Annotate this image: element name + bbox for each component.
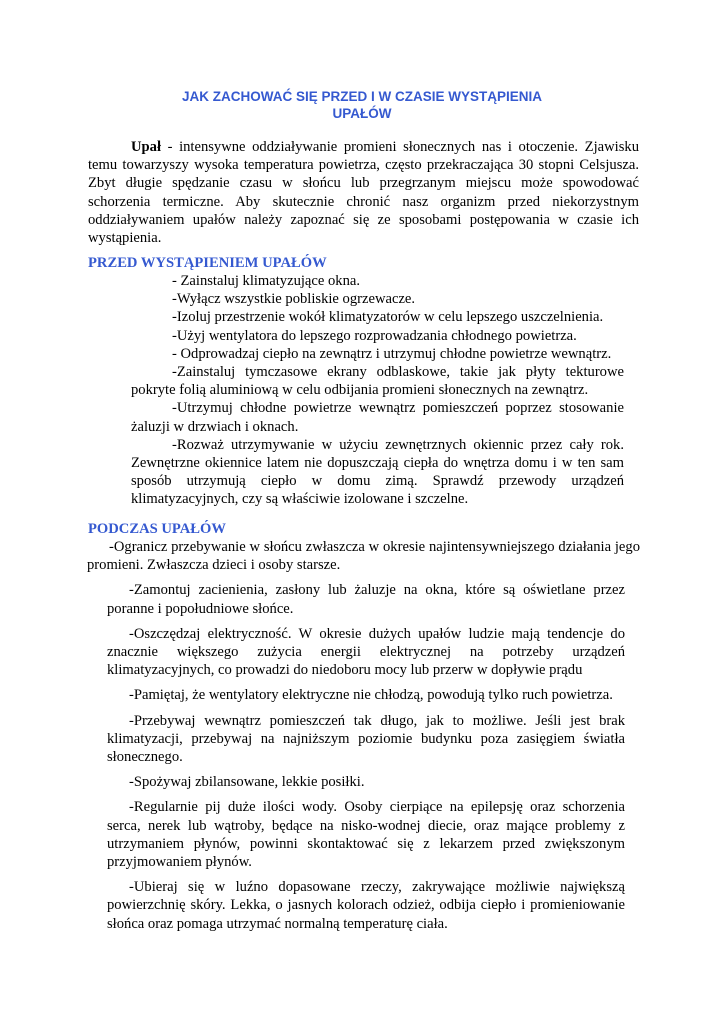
intro-term: Upał (131, 139, 162, 155)
list-before-heat (131, 272, 624, 509)
list-item: -Zainstaluj tymczasowe ekrany odblaskowe, takie jak płyty tekturowe pokryte folią aluminiową w celu odbijania promieni słonecznych na zewnątrz. (131, 364, 624, 399)
list-item: -Izoluj przestrzenie wokół klimatyzatorów w celu lepszego uszczelnienia. (172, 309, 604, 326)
list-item: -Ogranicz przebywanie w słońcu zwłaszcza w okresie najintensywniejszego działania jego promieni. Zwłaszcza dzieci i osoby starsze. (87, 539, 640, 574)
list-item: - Odprowadzaj ciepło na zewnątrz i utrzymuj chłodne powietrze wewnątrz. (172, 345, 612, 362)
list-item: -Utrzymuj chłodne powietrze wewnątrz pomieszczeń poprzez stosowanie żaluzji w drzwiach i oknach. (131, 400, 624, 435)
list-item: -Pamiętaj, że wentylatory elektryczne nie chłodzą, powodują tylko ruch powietrza. (129, 687, 613, 704)
title-line-1: JAK ZACHOWAĆ SIĘ PRZED I W CZASIE WYSTĄPIENIA (181, 89, 543, 104)
list-item: -Użyj wentylatora do lepszego rozprowadzania chłodnego powietrza. (172, 327, 577, 344)
list-item: -Zamontuj zacienienia, zasłony lub żaluzje na okna, które są oświetlane przez poranne i popołudniowe słońce. (107, 582, 625, 617)
document-title (0, 88, 724, 122)
list-item: -Oszczędzaj elektryczność. W okresie dużych upałów ludzie mają tendencje do znacznie większego zużycia energii elektrycznej na potrzeby urządzeń klimatyzacyjnych, co prowadzi do niedoboru mocy lub przerw w dopływie prądu (107, 625, 625, 679)
list-item: -Regularnie pij duże ilości wody. Osoby cierpiące na epilepsję oraz schorzenia serca, nerek lub wątroby, będące na nisko-wodnej diecie, oraz mające problemy z utrzymaniem płynów, powinni skontaktować się z lekarzem przed zwiększonym przyjmowaniem płynów. (107, 799, 625, 871)
intro-paragraph (88, 138, 639, 247)
intro-text: - intensywne oddziaływanie promieni słonecznych nas i otoczenie. Zjawisku temu towarzyszy wysoka temperatura powietrza, często przekraczająca 30 stopni Celsjusza. Zbyt długie spędzanie czasu w słońcu lub przegrzanym miejscu może spowodować schorzenia termiczne. Aby skutecznie chronić nasz organizm przed niekorzystnym oddziaływaniem upałów należy zapoznać się ze sposobami postępowania w czasie ich wystąpienia. (88, 139, 639, 247)
list-item: -Spożywaj zbilansowane, lekkie posiłki. (129, 774, 365, 791)
list-item: -Rozważ utrzymywanie w użyciu zewnętrznych okiennic przez cały rok. Zewnętrzne okiennice latem nie dopuszczają ciepła do wnętrza domu i w ten sam sposób utrzymują ciepło w domu zimą. Sprawdź przewody urządzeń klimatyzacyjnych, czy są właściwie izolowane i szczelne. (131, 436, 624, 508)
heading-before-heat: PRZED WYSTĄPIENIEM UPAŁÓW (88, 255, 327, 271)
list-item: -Ubieraj się w luźno dopasowane rzeczy, zakrywające możliwie największą powierzchnię skóry. Lekka, o jasnych kolorach odzież, odbija ciepło i promieniowanie słońca oraz pomaga utrzymać normalną temperaturę ciała. (107, 879, 625, 932)
list-during-heat (87, 538, 640, 940)
heading-during-heat: PODCZAS UPAŁÓW (88, 521, 226, 537)
list-item: -Przebywaj wewnątrz pomieszczeń tak długo, jak to możliwe. Jeśli jest brak klimatyzacji, przebywaj na najniższym poziomie budynku poza zasięgiem światła słonecznego. (107, 712, 625, 766)
list-item: - Zainstaluj klimatyzujące okna. (172, 273, 361, 289)
list-item: -Wyłącz wszystkie pobliskie ogrzewacze. (172, 291, 416, 308)
title-line-2: UPAŁÓW (332, 106, 392, 121)
